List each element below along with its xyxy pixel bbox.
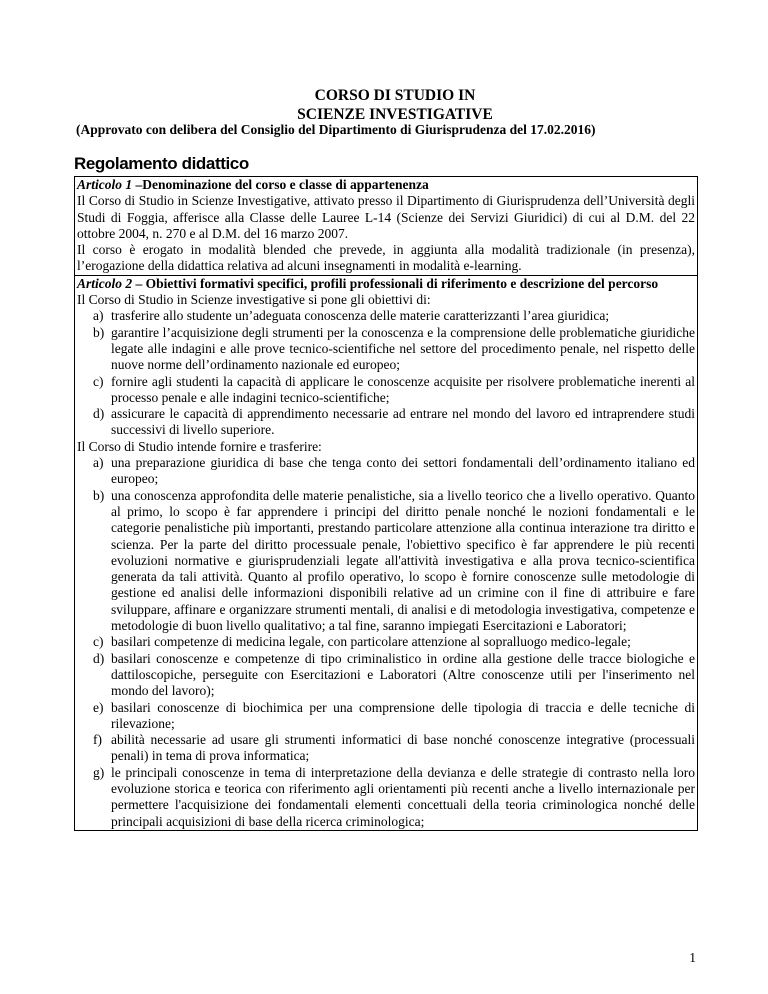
list-item-text: assicurare le capacità di apprendimento necessarie ad entrare nel mondo del lavoro ed intraprendere studi successivi di livello superiore. xyxy=(111,406,695,438)
list-marker: a) xyxy=(93,308,104,324)
article-2-number: Articolo 2 xyxy=(77,275,133,291)
objectives-intro: Il Corso di Studio in Scienze investigative si pone gli obiettivi di: xyxy=(77,292,431,308)
article-1-cell xyxy=(75,177,698,276)
list-item-text: basilari competenze di medicina legale, con particolare attenzione al sopralluogo medico-legale; xyxy=(111,634,631,650)
article-2-heading xyxy=(77,276,695,292)
list-item-text: le principali conoscenze in tema di interpretazione della devianza e delle strategie di contrasto nella loro evoluzione storica e teorica con riferimento agli orientamenti più recenti anche a livello internazionale per permettere l'acquisizione dei fondamentali elementi concettuali della teoria criminologica nonché delle principali acquisizioni di base della ricerca criminologica; xyxy=(111,764,695,829)
article-1-row xyxy=(75,177,698,276)
list-marker: c) xyxy=(93,373,104,389)
list-item xyxy=(77,374,695,407)
list-item-text: abilità necessarie ad usare gli strumenti informatici di base nonché conoscenze integrative (processuali penali) in tema di prova informatica; xyxy=(111,732,695,764)
list-item-text: trasferire allo studente un’adeguata conoscenza delle materie caratterizzanti l’area giuridica; xyxy=(111,308,610,324)
list-marker: f) xyxy=(93,732,102,748)
title-line-1: CORSO DI STUDIO IN xyxy=(314,87,476,104)
article-2-row xyxy=(75,275,698,830)
list-item xyxy=(77,651,695,700)
article-2-title: – Obiettivi formativi specifici, profili professionali di riferimento e descrizione del percorso xyxy=(132,275,659,291)
list-marker: b) xyxy=(93,487,105,503)
article-1-number: Articolo 1 xyxy=(77,177,133,192)
list-marker: b) xyxy=(93,324,105,340)
list-item-text: una conoscenza approfondita delle materie penalistiche, sia a livello teorico che a livello operativo. Quanto al primo, lo scopo è far apprendere i principi del diritto penale nonché le nozioni fondamentali e le categorie penalistiche più importanti, prestando particolare attenzione alla continua interazione tra diritto e scienza. Per la parte del diritto processuale penale, l'obiettivo specifico è far apprendere le più recenti evoluzioni normative e giurisprudenziali legate all'attività investigativa e alla prova tecnico-scientifica generata da tali attività. Quanto al profilo operativo, lo scopo è fornire conoscenze sulle metodologie di gestione ed analisi delle informazioni disponibili relative ad un crimine con il fine di attribuire e fare sviluppare, affinare e organizzare strumenti mentali, di analisi e di metodologia investigativa, competenze e metodologie di buon livello qualitativo; a tal fine, saranno impiegati Esercitazioni e Laboratori; xyxy=(111,487,695,634)
list-marker: a) xyxy=(93,455,104,471)
approval-note: (Approvato con delibera del Consiglio del Dipartimento di Giurisprudenza del 17.02.2016) xyxy=(76,122,596,137)
list-marker: g) xyxy=(93,764,105,780)
provision-list xyxy=(77,455,695,830)
list-item xyxy=(77,308,695,324)
regulation-table xyxy=(74,176,698,831)
list-item-text: basilari conoscenze di biochimica per una comprensione delle tipologia di traccia e delle tecniche di rilevazione; xyxy=(111,699,695,731)
list-marker: e) xyxy=(93,699,104,715)
article-2-cell xyxy=(75,275,698,830)
list-item-text: garantire l’acquisizione degli strumenti per la conoscenza e la comprensione delle problematiche giuridiche legate alle indagini e alle prove tecnico-scientifiche nel settore del procedimento penale, nel rispetto delle nuove norme dell’ordinamento nazionale ed europeo; xyxy=(111,324,695,373)
article-1-paragraph: Il Corso di Studio in Scienze Investigative, attivato presso il Dipartimento di Giurisprudenza dell’Università degli Studi di Foggia, afferisce alla Classe delle Lauree L-14 (Scienze dei Servizi Giuridici) di cui al D.M. del 22 ottobre 2004, n. 270 e al D.M. del 16 marzo 2007. xyxy=(77,193,695,241)
list-item xyxy=(77,700,695,733)
article-1-title: –Denominazione del corso e classe di appartenenza xyxy=(132,177,429,192)
list-item-text: una preparazione giuridica di base che tenga conto dei settori fondamentali dell’ordinamento italiano ed europeo; xyxy=(111,455,695,487)
article-1-paragraph: Il corso è erogato in modalità blended che prevede, in aggiunta alla modalità tradizionale (in presenza), l’erogazione della didattica relativa ad alcuni insegnamenti in modalità e-learning. xyxy=(77,242,695,274)
objectives-list xyxy=(77,308,695,438)
document-title xyxy=(0,86,768,124)
provision-intro: Il Corso di Studio intende fornire e trasferire: xyxy=(77,438,322,454)
list-item xyxy=(77,765,695,830)
article-1-heading xyxy=(77,177,695,193)
list-item xyxy=(77,406,695,439)
list-item-text: fornire agli studenti la capacità di applicare le conoscenze acquisite per risolvere problematiche inerenti al processo penale e alle indagini tecnico-scientifiche; xyxy=(111,373,695,405)
list-item xyxy=(77,455,695,488)
list-item-text: basilari conoscenze e competenze di tipo criminalistico in ordine alla gestione delle tracce biologiche e dattiloscopiche, perseguite con Esercitazioni e Laboratori (Altre conoscenze utili per l'inserimento nel mondo del lavoro); xyxy=(111,650,695,699)
list-item xyxy=(77,488,695,635)
list-marker: d) xyxy=(93,650,105,666)
list-marker: c) xyxy=(93,634,104,650)
page-number: 1 xyxy=(689,950,696,965)
section-heading: Regolamento didattico xyxy=(74,154,249,173)
list-item xyxy=(77,732,695,765)
list-item xyxy=(77,325,695,374)
title-line-2: SCIENZE INVESTIGATIVE xyxy=(297,106,493,123)
list-marker: d) xyxy=(93,406,105,422)
list-item xyxy=(77,634,695,650)
